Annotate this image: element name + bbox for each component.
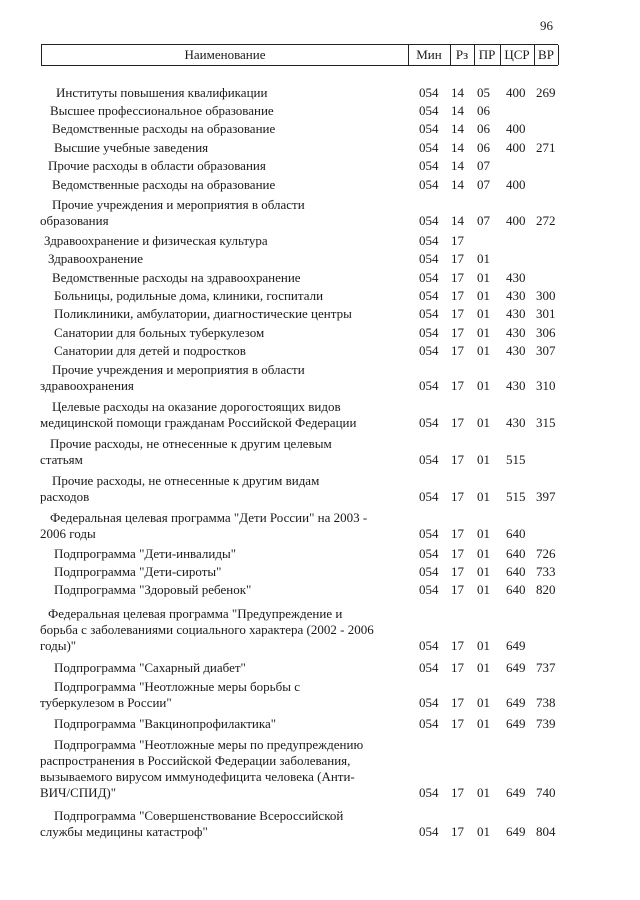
row-code-vr: 310 bbox=[536, 378, 556, 393]
row-code-pr: 06 bbox=[477, 140, 490, 155]
table-row bbox=[0, 808, 640, 840]
row-name-line: Подпрограмма "Сахарный диабет" bbox=[54, 660, 246, 675]
row-code-rz: 14 bbox=[451, 177, 464, 192]
row-code-vr: 271 bbox=[536, 140, 556, 155]
row-code-rz: 14 bbox=[451, 140, 464, 155]
row-name bbox=[40, 716, 412, 732]
table-row bbox=[0, 510, 640, 542]
row-code-csr: 649 bbox=[506, 695, 526, 710]
row-code-pr: 01 bbox=[477, 785, 490, 800]
row-code-csr: 649 bbox=[506, 785, 526, 800]
row-code-vr: 733 bbox=[536, 564, 556, 579]
table-row bbox=[0, 177, 640, 193]
row-code-pr: 01 bbox=[477, 378, 490, 393]
page-number: 96 bbox=[540, 18, 553, 33]
row-name bbox=[40, 606, 412, 654]
row-code-vr: 726 bbox=[536, 546, 556, 561]
row-code-pr: 01 bbox=[477, 343, 490, 358]
row-code-rz: 14 bbox=[451, 213, 464, 228]
row-code-csr: 640 bbox=[506, 582, 526, 597]
row-name bbox=[40, 85, 412, 101]
row-name bbox=[40, 343, 412, 359]
row-code-min: 054 bbox=[419, 158, 439, 173]
table-row bbox=[0, 582, 640, 598]
row-name-line: Здравоохранение и физическая культура bbox=[44, 233, 268, 248]
row-code-min: 054 bbox=[419, 582, 439, 597]
row-code-pr: 01 bbox=[477, 288, 490, 303]
row-code-min: 054 bbox=[419, 378, 439, 393]
row-code-pr: 06 bbox=[477, 121, 490, 136]
row-code-csr: 400 bbox=[506, 121, 526, 136]
row-code-min: 054 bbox=[419, 785, 439, 800]
row-name-line: Ведомственные расходы на здравоохранение bbox=[52, 270, 301, 285]
row-code-pr: 01 bbox=[477, 716, 490, 731]
row-code-pr: 01 bbox=[477, 824, 490, 839]
row-name-line: статьям bbox=[40, 452, 83, 467]
row-code-pr: 01 bbox=[477, 325, 490, 340]
row-name bbox=[40, 325, 412, 341]
row-code-rz: 17 bbox=[451, 582, 464, 597]
table-row bbox=[0, 399, 640, 431]
row-name-line: медицинской помощи гражданам Российской Федерации bbox=[40, 415, 357, 430]
row-code-vr: 737 bbox=[536, 660, 556, 675]
table-row bbox=[0, 103, 640, 119]
row-code-csr: 649 bbox=[506, 638, 526, 653]
row-code-rz: 17 bbox=[451, 270, 464, 285]
row-name bbox=[40, 288, 412, 304]
row-name-line: Высшие учебные заведения bbox=[54, 140, 209, 155]
row-code-rz: 17 bbox=[451, 452, 464, 467]
row-code-csr: 430 bbox=[506, 378, 526, 393]
row-code-vr: 820 bbox=[536, 582, 556, 597]
row-name-line: распространения в Российской Федерации заболевания, bbox=[40, 753, 351, 768]
row-name-line: Высшее профессиональное образование bbox=[50, 103, 274, 118]
row-name-line: Здравоохранение bbox=[48, 251, 143, 266]
row-name bbox=[40, 660, 412, 676]
row-code-rz: 17 bbox=[451, 233, 464, 248]
row-code-rz: 14 bbox=[451, 85, 464, 100]
row-name bbox=[40, 270, 412, 286]
row-code-csr: 430 bbox=[506, 306, 526, 321]
row-code-csr: 430 bbox=[506, 288, 526, 303]
row-code-vr: 739 bbox=[536, 716, 556, 731]
row-name bbox=[40, 103, 412, 119]
row-code-vr: 397 bbox=[536, 489, 556, 504]
row-name-line: здравоохранения bbox=[40, 378, 134, 393]
row-name-line: Федеральная целевая программа "Дети России" на 2003 - bbox=[50, 510, 368, 525]
row-code-csr: 515 bbox=[506, 489, 526, 504]
row-code-min: 054 bbox=[419, 526, 439, 541]
row-code-vr: 738 bbox=[536, 695, 556, 710]
row-code-csr: 400 bbox=[506, 140, 526, 155]
row-code-vr: 740 bbox=[536, 785, 556, 800]
row-code-min: 054 bbox=[419, 716, 439, 731]
row-name bbox=[40, 197, 412, 229]
row-name bbox=[40, 306, 412, 322]
row-code-csr: 649 bbox=[506, 824, 526, 839]
row-name bbox=[40, 140, 412, 156]
row-code-rz: 14 bbox=[451, 158, 464, 173]
row-code-min: 054 bbox=[419, 251, 439, 266]
row-code-pr: 07 bbox=[477, 177, 490, 192]
row-name-line: Больницы, родильные дома, клиники, госпитали bbox=[54, 288, 324, 303]
row-code-pr: 01 bbox=[477, 306, 490, 321]
row-code-pr: 01 bbox=[477, 564, 490, 579]
row-code-rz: 17 bbox=[451, 526, 464, 541]
row-code-pr: 01 bbox=[477, 452, 490, 467]
row-code-vr: 307 bbox=[536, 343, 556, 358]
row-name-line: борьба с заболеваниями социального характера (2002 - 2006 bbox=[40, 622, 374, 637]
row-code-pr: 01 bbox=[477, 489, 490, 504]
table-row bbox=[0, 270, 640, 286]
table-row bbox=[0, 660, 640, 676]
row-name-line: Институты повышения квалификации bbox=[56, 85, 268, 100]
table-row bbox=[0, 306, 640, 322]
row-code-pr: 01 bbox=[477, 415, 490, 430]
row-name-line: ВИЧ/СПИД)" bbox=[40, 785, 117, 800]
row-name-line: Подпрограмма "Здоровый ребенок" bbox=[54, 582, 252, 597]
row-code-rz: 17 bbox=[451, 306, 464, 321]
row-name-line: Ведомственные расходы на образование bbox=[52, 121, 276, 136]
row-code-rz: 17 bbox=[451, 415, 464, 430]
row-code-pr: 01 bbox=[477, 695, 490, 710]
row-code-vr: 300 bbox=[536, 288, 556, 303]
row-name bbox=[40, 737, 412, 801]
row-name-line: службы медицины катастроф" bbox=[40, 824, 208, 839]
row-code-rz: 17 bbox=[451, 546, 464, 561]
row-name bbox=[40, 546, 412, 562]
row-code-rz: 17 bbox=[451, 325, 464, 340]
row-code-vr: 301 bbox=[536, 306, 556, 321]
row-name-line: Прочие расходы, не отнесенные к другим целевым bbox=[50, 436, 332, 451]
row-name bbox=[40, 251, 412, 267]
row-name-line: Подпрограмма "Дети-сироты" bbox=[54, 564, 222, 579]
row-code-pr: 01 bbox=[477, 582, 490, 597]
row-name-line: Подпрограмма "Совершенствование Всероссийской bbox=[54, 808, 344, 823]
row-code-pr: 06 bbox=[477, 103, 490, 118]
row-code-pr: 07 bbox=[477, 158, 490, 173]
table-row bbox=[0, 564, 640, 580]
table-row bbox=[0, 343, 640, 359]
header-name: Наименование bbox=[42, 45, 409, 65]
row-code-vr: 272 bbox=[536, 213, 556, 228]
row-name bbox=[40, 473, 412, 505]
row-code-csr: 430 bbox=[506, 415, 526, 430]
row-name-line: Прочие расходы в области образования bbox=[48, 158, 266, 173]
row-code-rz: 17 bbox=[451, 378, 464, 393]
row-name-line: Санатории для детей и подростков bbox=[54, 343, 246, 358]
table-row bbox=[0, 679, 640, 711]
row-name-line: Ведомственные расходы на образование bbox=[52, 177, 276, 192]
row-code-min: 054 bbox=[419, 638, 439, 653]
row-code-csr: 649 bbox=[506, 660, 526, 675]
row-code-csr: 400 bbox=[506, 213, 526, 228]
table-row bbox=[0, 606, 640, 654]
row-name-line: 2006 годы bbox=[40, 526, 96, 541]
row-name bbox=[40, 362, 412, 394]
row-name-line: Подпрограмма "Неотложные меры по предупреждению bbox=[54, 737, 364, 752]
row-code-csr: 640 bbox=[506, 526, 526, 541]
row-name bbox=[40, 808, 412, 840]
row-code-csr: 640 bbox=[506, 546, 526, 561]
row-code-rz: 17 bbox=[451, 564, 464, 579]
row-name bbox=[40, 177, 412, 193]
row-name-line: Целевые расходы на оказание дорогостоящих видов bbox=[52, 399, 341, 414]
row-code-rz: 17 bbox=[451, 695, 464, 710]
row-code-min: 054 bbox=[419, 213, 439, 228]
row-name-line: Подпрограмма "Неотложные меры борьбы с bbox=[54, 679, 300, 694]
row-name bbox=[40, 582, 412, 598]
row-code-min: 054 bbox=[419, 85, 439, 100]
row-code-min: 054 bbox=[419, 325, 439, 340]
row-name-line: Подпрограмма "Вакцинопрофилактика" bbox=[54, 716, 277, 731]
table-row bbox=[0, 158, 640, 174]
row-code-csr: 640 bbox=[506, 564, 526, 579]
row-code-min: 054 bbox=[419, 489, 439, 504]
row-name bbox=[40, 436, 412, 468]
row-code-rz: 17 bbox=[451, 288, 464, 303]
row-name bbox=[40, 399, 412, 431]
row-name bbox=[40, 510, 412, 542]
row-name-line: Прочие учреждения и мероприятия в области bbox=[52, 362, 305, 377]
row-code-vr: 804 bbox=[536, 824, 556, 839]
row-name-line: Поликлиники, амбулатории, диагностические центры bbox=[54, 306, 352, 321]
row-code-csr: 400 bbox=[506, 177, 526, 192]
row-code-min: 054 bbox=[419, 233, 439, 248]
row-name-line: расходов bbox=[40, 489, 90, 504]
row-code-rz: 14 bbox=[451, 103, 464, 118]
header-vr: ВР bbox=[534, 45, 559, 65]
row-code-min: 054 bbox=[419, 103, 439, 118]
table-row bbox=[0, 737, 640, 801]
header-min: Мин bbox=[408, 45, 451, 65]
row-name bbox=[40, 233, 412, 249]
table-row bbox=[0, 251, 640, 267]
row-name-line: Санатории для больных туберкулезом bbox=[54, 325, 265, 340]
row-code-min: 054 bbox=[419, 452, 439, 467]
row-code-min: 054 bbox=[419, 415, 439, 430]
row-code-csr: 430 bbox=[506, 270, 526, 285]
table-row bbox=[0, 325, 640, 341]
row-name-line: Прочие учреждения и мероприятия в области bbox=[52, 197, 305, 212]
row-code-vr: 306 bbox=[536, 325, 556, 340]
row-code-rz: 14 bbox=[451, 121, 464, 136]
row-code-min: 054 bbox=[419, 824, 439, 839]
table-row bbox=[0, 473, 640, 505]
row-code-pr: 01 bbox=[477, 660, 490, 675]
row-code-pr: 07 bbox=[477, 213, 490, 228]
row-code-csr: 649 bbox=[506, 716, 526, 731]
row-code-pr: 01 bbox=[477, 638, 490, 653]
row-code-min: 054 bbox=[419, 177, 439, 192]
row-code-csr: 430 bbox=[506, 325, 526, 340]
row-name bbox=[40, 121, 412, 137]
table-row bbox=[0, 546, 640, 562]
row-code-min: 054 bbox=[419, 660, 439, 675]
header-csr: ЦСР bbox=[500, 45, 535, 65]
row-code-min: 054 bbox=[419, 306, 439, 321]
row-code-pr: 05 bbox=[477, 85, 490, 100]
row-name bbox=[40, 158, 412, 174]
row-code-rz: 17 bbox=[451, 489, 464, 504]
row-code-pr: 01 bbox=[477, 251, 490, 266]
row-code-csr: 515 bbox=[506, 452, 526, 467]
row-code-vr: 315 bbox=[536, 415, 556, 430]
row-code-min: 054 bbox=[419, 121, 439, 136]
row-code-min: 054 bbox=[419, 564, 439, 579]
row-code-vr: 269 bbox=[536, 85, 556, 100]
row-name bbox=[40, 564, 412, 580]
header-pr: ПР bbox=[474, 45, 501, 65]
row-code-rz: 17 bbox=[451, 716, 464, 731]
row-code-rz: 17 bbox=[451, 660, 464, 675]
row-code-min: 054 bbox=[419, 546, 439, 561]
row-code-min: 054 bbox=[419, 343, 439, 358]
table-row bbox=[0, 140, 640, 156]
row-name-line: образования bbox=[40, 213, 109, 228]
row-code-rz: 17 bbox=[451, 638, 464, 653]
row-name-line: Федеральная целевая программа "Предупреждение и bbox=[48, 606, 343, 621]
row-name-line: туберкулезом в России" bbox=[40, 695, 172, 710]
table-row bbox=[0, 716, 640, 732]
table-row bbox=[0, 85, 640, 101]
row-code-min: 054 bbox=[419, 270, 439, 285]
row-code-min: 054 bbox=[419, 140, 439, 155]
row-code-rz: 17 bbox=[451, 343, 464, 358]
table-row bbox=[0, 121, 640, 137]
row-name bbox=[40, 679, 412, 711]
row-code-csr: 400 bbox=[506, 85, 526, 100]
table-row bbox=[0, 288, 640, 304]
table-row bbox=[0, 197, 640, 229]
row-code-rz: 17 bbox=[451, 824, 464, 839]
row-code-pr: 01 bbox=[477, 526, 490, 541]
table-row bbox=[0, 436, 640, 468]
header-rz: Рз bbox=[450, 45, 475, 65]
row-code-min: 054 bbox=[419, 288, 439, 303]
row-code-rz: 17 bbox=[451, 785, 464, 800]
row-name-line: вызываемого вирусом иммунодефицита человека (Анти- bbox=[40, 769, 355, 784]
row-code-pr: 01 bbox=[477, 270, 490, 285]
row-name-line: годы)" bbox=[40, 638, 77, 653]
table-row bbox=[0, 362, 640, 394]
row-name-line: Прочие расходы, не отнесенные к другим видам bbox=[52, 473, 320, 488]
row-code-min: 054 bbox=[419, 695, 439, 710]
row-code-csr: 430 bbox=[506, 343, 526, 358]
row-name-line: Подпрограмма "Дети-инвалиды" bbox=[54, 546, 237, 561]
row-code-pr: 01 bbox=[477, 546, 490, 561]
row-code-rz: 17 bbox=[451, 251, 464, 266]
table-row bbox=[0, 233, 640, 249]
